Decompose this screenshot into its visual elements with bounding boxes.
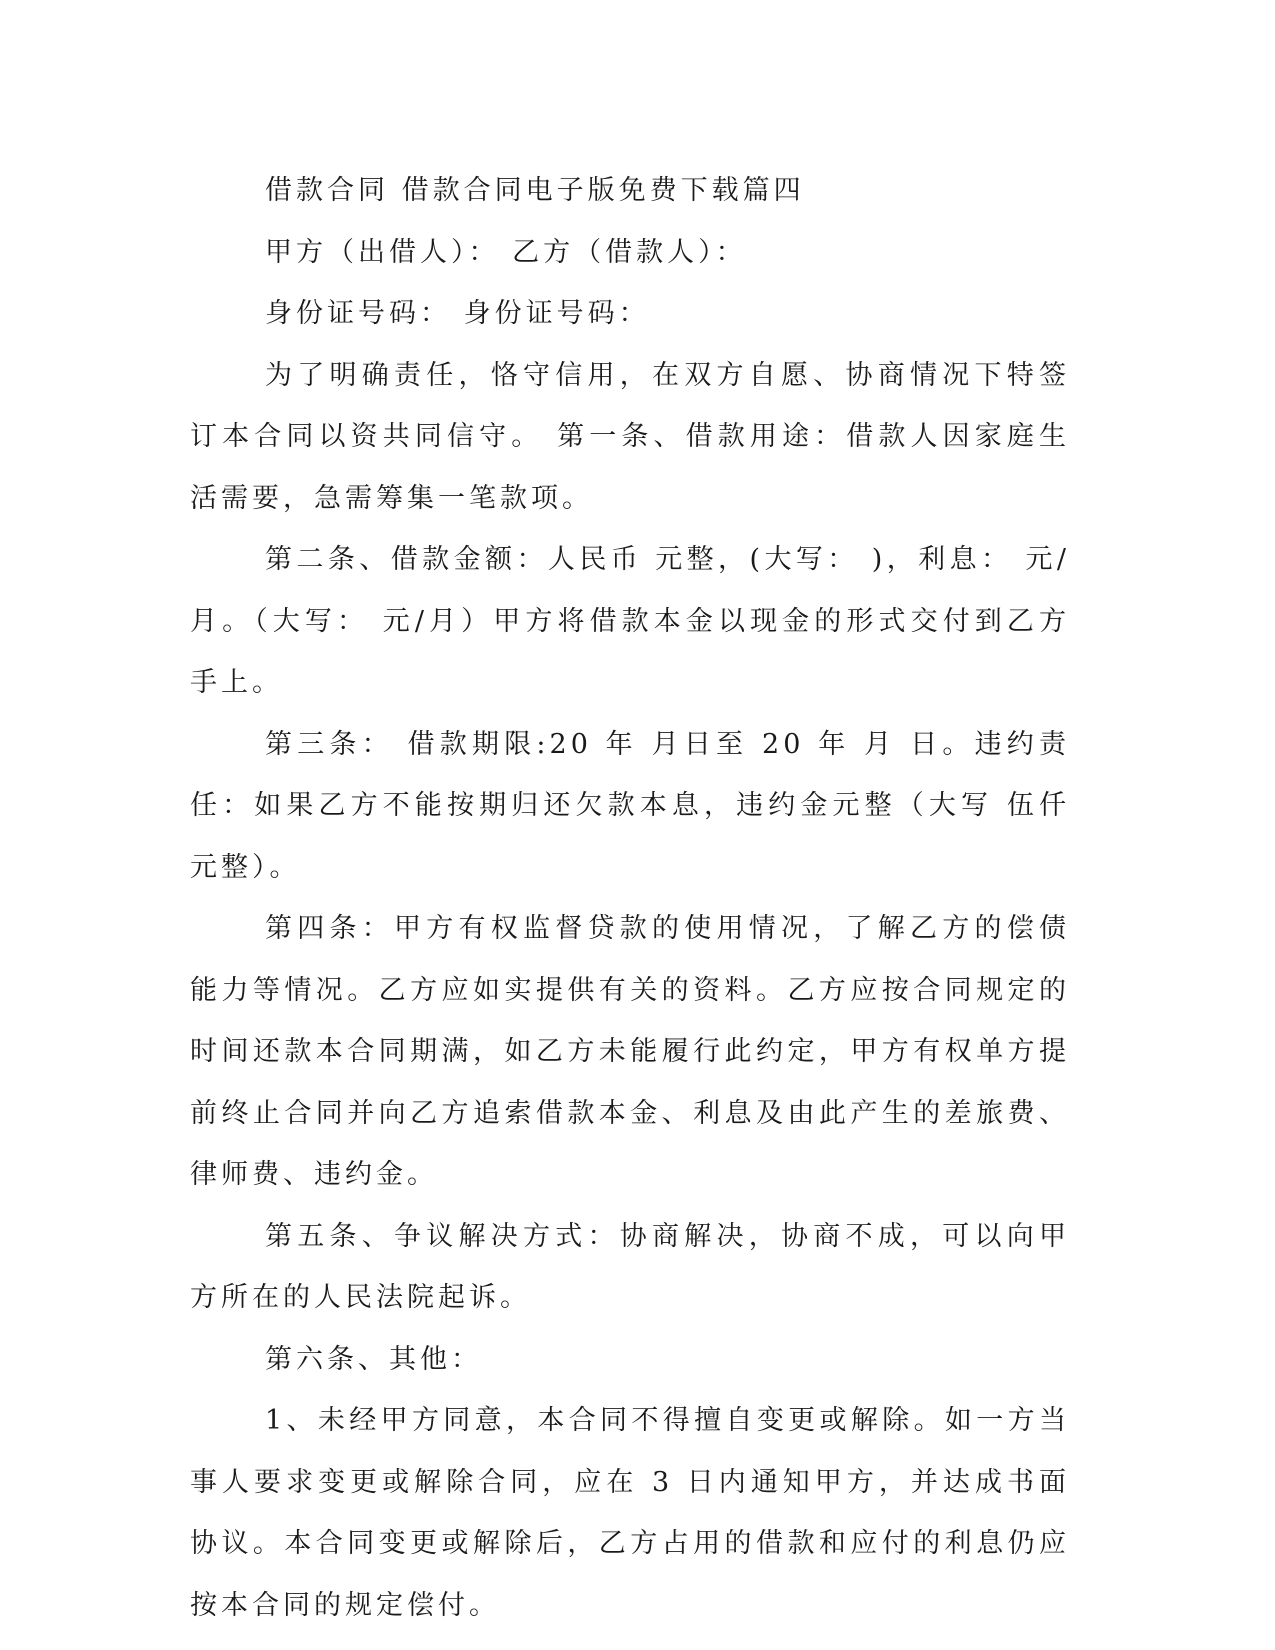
paragraph-article-4: 第四条：甲方有权监督贷款的使用情况，了解乙方的偿债能力等情况。乙方应如实提供有关的资料。乙方应按合同规定的时间还款本合同期满，如乙方未能履行此约定，甲方有权单方提前终止合同并向乙方追索借款本金、利息及由此产生的差旅费、律师费、违约金。	[190, 913, 1070, 1190]
paragraph-purpose: 为了明确责任，恪守信用，在双方自愿、协商情况下特签订本合同以资共同信守。 第一条、借款用途：借款人因家庭生活需要，急需筹集一笔款项。	[190, 359, 1070, 514]
paragraph-article-6: 第六条、其他：	[265, 1343, 482, 1375]
paragraph-article-2: 第二条、借款金额：人民币 元整，(大写： )，利息： 元/月。（大写： 元/月）甲方将借款本金以现金的形式交付到乙方手上。	[190, 544, 1070, 698]
document-body	[190, 160, 1070, 1636]
paragraph-clause-1: 1、未经甲方同意，本合同不得擅自变更或解除。如一方当事人要求变更或解除合同，应在 3 日内通知甲方，并达成书面协议。本合同变更或解除后，乙方占用的借款和应付的利息仍应按本合同的规定偿付。	[190, 1405, 1070, 1621]
id-number-line: 身份证号码： 身份证号码：	[265, 298, 650, 329]
paragraph-article-5: 第五条、争议解决方式：协商解决，协商不成，可以向甲方所在的人民法院起诉。	[190, 1220, 1070, 1313]
paragraph-article-3: 第三条： 借款期限:20 年 月日至 20 年 月 日。违约责任：如果乙方不能按期归还欠款本息，违约金元整（大写 伍仟元整）。	[190, 728, 1070, 883]
party-line: 甲方（出借人）： 乙方（借款人）：	[265, 236, 747, 268]
document-title: 借款合同 借款合同电子版免费下载篇四	[265, 175, 805, 206]
